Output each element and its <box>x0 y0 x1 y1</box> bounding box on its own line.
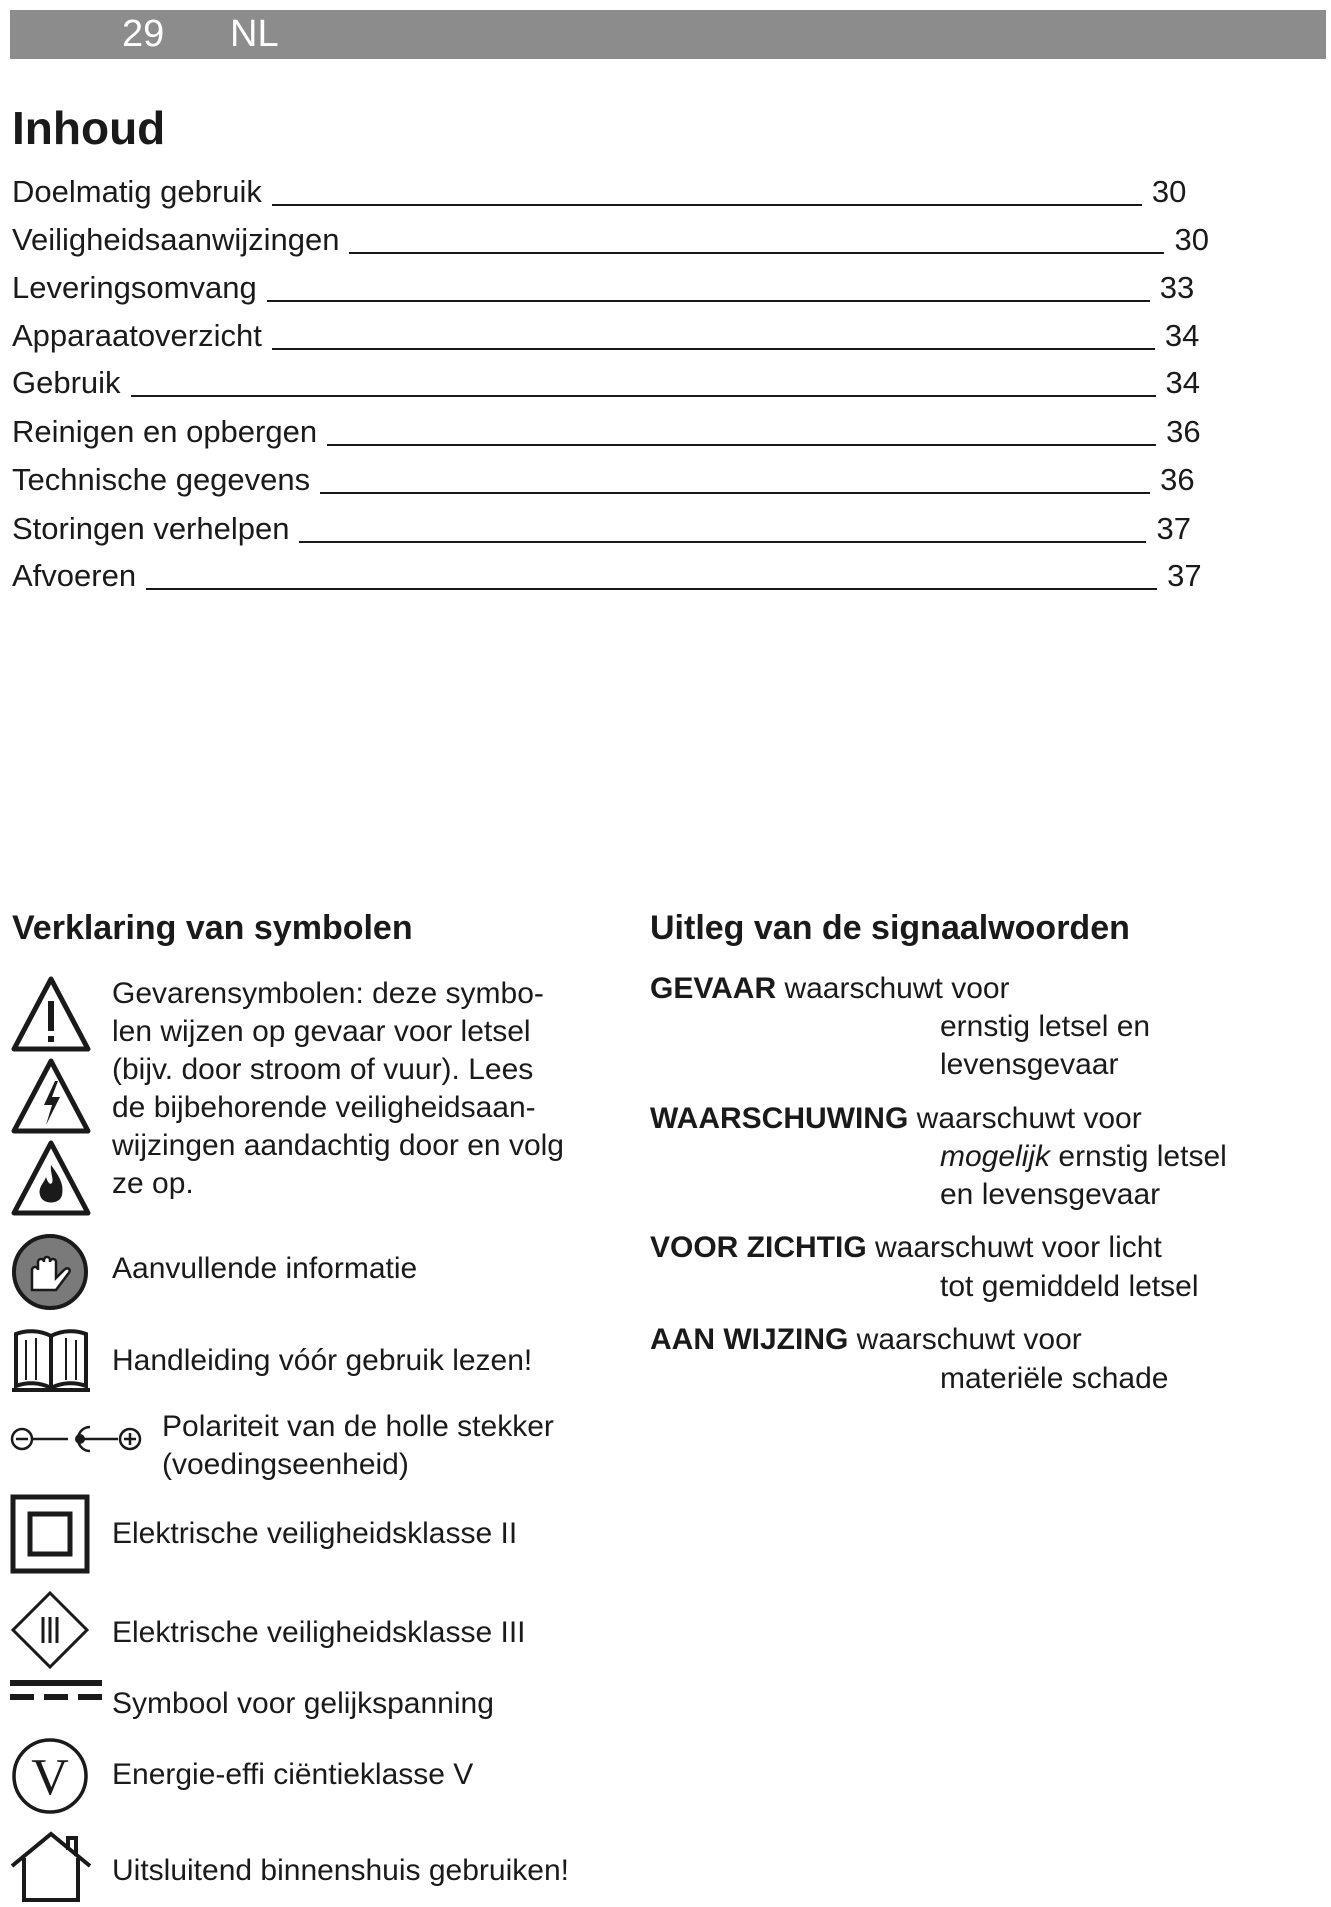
info-hand-icon <box>10 1232 90 1317</box>
signal-word-aanwijzing: AAN WIJZING <box>650 1323 849 1356</box>
toc-entry-label: Doelmatig gebruik <box>12 174 262 209</box>
signal-gevaar-line3: levensgevaar <box>940 1048 1119 1081</box>
polarity-description: Polariteit van de holle stekker (voedingseenheid) <box>162 1410 554 1481</box>
manual-book-text: Handleiding vóór gebruik lezen! <box>112 1344 533 1377</box>
symbols-title: Verklaring van symbolen <box>12 909 413 947</box>
signal-voorzichtig-line2: tot gemiddeld letsel <box>940 1270 1199 1303</box>
toc-leader-line <box>146 588 1157 590</box>
signal-gevaar-lead: waarschuwt voor <box>776 972 1010 1005</box>
direct-current-icon <box>10 1676 102 1709</box>
energy-class-v-icon <box>10 1736 90 1821</box>
toc-entry-page: 36 <box>1160 462 1195 497</box>
indoor-use-house-icon <box>8 1830 94 1907</box>
toc-entry <box>12 361 1200 401</box>
toc-entry-page: 34 <box>1165 365 1201 400</box>
svg-text:V: V <box>31 1749 69 1806</box>
toc-entry <box>12 507 1191 547</box>
toc-entry-label: Apparaatoverzicht <box>12 318 262 353</box>
toc-leader-line <box>267 300 1150 302</box>
protection-class-3-text: Elektrische veiligheidsklasse III <box>112 1616 526 1649</box>
signal-waarschuwing-emphasis: mogelijk <box>940 1140 1051 1173</box>
toc-entry-label: Veiligheidsaanwijzingen <box>12 222 340 257</box>
language-code: NL <box>230 13 279 55</box>
polarity-text <box>162 1408 622 1484</box>
signal-word-waarschuwing: WAARSCHUWING <box>650 1102 909 1135</box>
toc-leader-line <box>272 204 1142 206</box>
signal-waarschuwing-rest: ernstig letsel <box>1050 1140 1227 1173</box>
toc-entry <box>12 170 1186 210</box>
header-bar <box>10 10 1326 59</box>
signal-waarschuwing <box>650 1100 1142 1138</box>
toc-leader-line <box>131 395 1156 397</box>
signal-word-voorzichtig: VOOR ZICHTIG <box>650 1231 867 1264</box>
signal-waarschuwing-line3: en levensgevaar <box>940 1178 1161 1211</box>
signal-aanwijzing-lead: waarschuwt voor <box>848 1323 1082 1356</box>
toc-leader-line <box>349 252 1164 254</box>
toc-entry <box>12 458 1195 498</box>
toc-entry <box>12 314 1199 354</box>
toc-leader-line <box>272 348 1155 350</box>
toc-entry-page: 37 <box>1167 558 1202 593</box>
signal-waarschuwing-line2 <box>940 1138 1227 1176</box>
signal-voorzichtig <box>650 1229 1162 1267</box>
toc-entry-label: Reinigen en opbergen <box>12 414 318 449</box>
energy-class-text: Energie-effi ciëntieklasse V <box>112 1758 474 1791</box>
signal-aanwijzing <box>650 1321 1082 1359</box>
toc-entry-label: Technische gegevens <box>12 462 311 497</box>
toc-entry-label: Gebruik <box>12 365 121 400</box>
toc-entry <box>12 266 1194 306</box>
toc-leader-line <box>320 492 1150 494</box>
signal-voorzichtig-lead: waarschuwt voor licht <box>866 1231 1162 1264</box>
toc-title: Inhoud <box>12 102 166 154</box>
toc-entry-page: 30 <box>1174 222 1209 257</box>
toc-entry-label: Leveringsomvang <box>12 270 257 305</box>
toc-entry <box>12 218 1209 258</box>
fire-warning-icon <box>14 1143 88 1213</box>
signal-words-title: Uitleg van de signaalwoorden <box>650 909 1130 947</box>
toc-entry <box>12 410 1201 450</box>
toc-entry-page: 37 <box>1156 511 1191 546</box>
hazard-symbols-text <box>112 975 612 1203</box>
exclamation-warning-icon <box>14 979 88 1049</box>
toc-entry <box>12 554 1202 594</box>
polarity-icon <box>10 1424 150 1459</box>
info-hand-text: Aanvullende informatie <box>112 1252 418 1285</box>
protection-class-2-icon <box>10 1494 90 1579</box>
toc-entry-page: 30 <box>1151 174 1187 209</box>
indoor-use-text: Uitsluitend binnenshuis gebruiken! <box>112 1854 569 1887</box>
toc-leader-line <box>299 541 1146 543</box>
signal-word-gevaar: GEVAAR <box>650 972 777 1005</box>
warning-hazard-icons <box>10 975 92 1222</box>
toc-leader-line <box>327 444 1156 446</box>
toc-entry-page: 33 <box>1159 270 1195 305</box>
direct-current-text: Symbool voor gelijkspanning <box>112 1687 494 1720</box>
signal-gevaar-line2: ernstig letsel en <box>940 1010 1151 1043</box>
signal-gevaar <box>650 970 1010 1008</box>
signal-aanwijzing-line2: materiële schade <box>940 1362 1169 1395</box>
electric-shock-warning-icon <box>14 1061 88 1131</box>
signal-waarschuwing-lead: waarschuwt voor <box>908 1102 1142 1135</box>
toc-entry-label: Storingen verhelpen <box>12 511 290 546</box>
toc-entry-page: 34 <box>1164 318 1200 353</box>
page-number: 29 <box>122 13 165 55</box>
manual-book-icon <box>10 1326 92 1399</box>
protection-class-3-icon <box>10 1590 90 1675</box>
toc-entry-label: Afvoeren <box>12 558 137 593</box>
protection-class-2-text: Elektrische veiligheidsklasse II <box>112 1517 518 1550</box>
hazard-symbols-description: Gevarensymbolen: deze symbo- len wijzen op gevaar voor letsel (bijv. door stroom of vuur). Lees de bijbehorende veiligheidsaan- wijzingen aandachtig door en volg ze op. <box>112 977 564 1200</box>
toc-entry-page: 36 <box>1166 414 1201 449</box>
